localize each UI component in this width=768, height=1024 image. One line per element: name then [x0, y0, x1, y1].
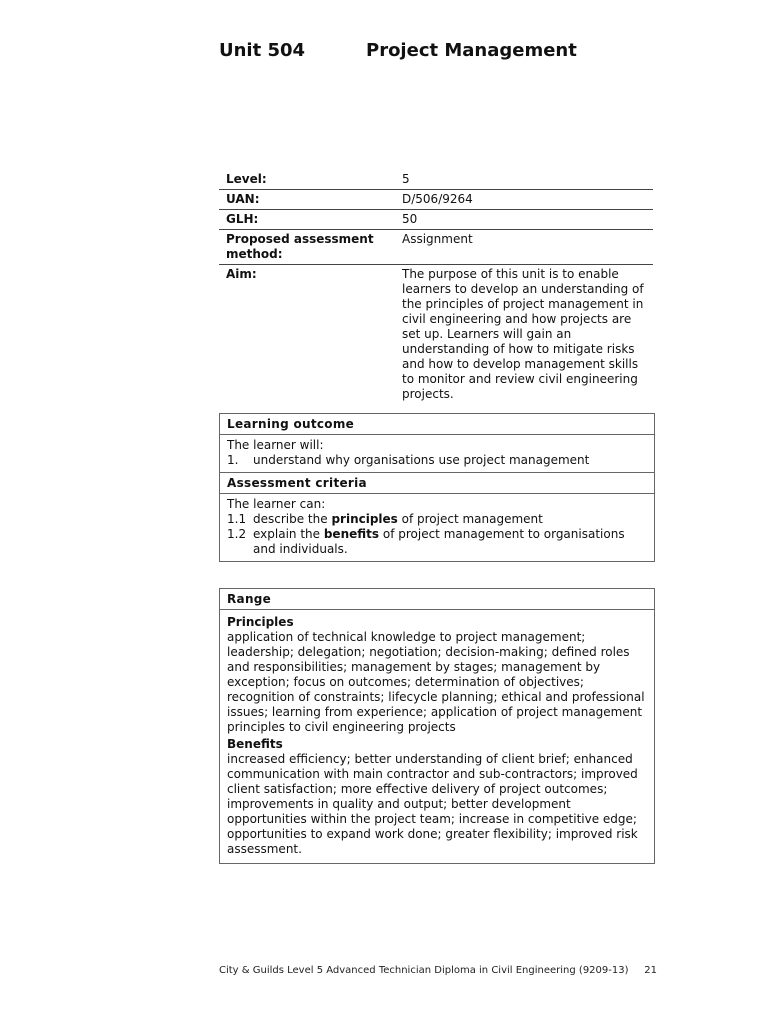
glh-label: GLH: — [226, 212, 259, 226]
range-heading: Range — [220, 589, 654, 610]
assessment-criteria-body — [220, 494, 654, 561]
unit-number: Unit 504 — [219, 40, 306, 61]
assessment-method-value: Assignment — [402, 232, 473, 246]
footer-qualification-text: City & Guilds Level 5 Advanced Technician Diploma in Civil Engineering (9209-13) — [219, 965, 629, 976]
benefits-text: increased efficiency; better understanding of client brief; enhanced communication with main contractor and sub-contractors; improved client satisfaction; more effective delivery of project outcomes; improvements in quality and output; better development opportunities within the project team; increase in competitive edge; opportunities to expand work done; greater flexibility; improved risk assessment. — [227, 752, 638, 856]
range-body — [220, 610, 654, 863]
criterion-item — [227, 512, 647, 527]
page-footer — [219, 965, 657, 976]
level-label: Level: — [226, 172, 267, 186]
unit-info-row-uan — [219, 190, 653, 210]
criterion-keyword: principles — [331, 512, 398, 526]
benefits-heading: Benefits — [227, 737, 283, 751]
learning-outcome-body — [220, 435, 654, 473]
unit-info-table — [219, 170, 653, 404]
unit-info-row-assessment — [219, 230, 653, 265]
glh-value: 50 — [402, 212, 418, 226]
page-heading — [219, 40, 577, 61]
learning-outcome-heading: Learning outcome — [220, 414, 654, 435]
unit-info-row-level — [219, 170, 653, 190]
aim-value: The purpose of this unit is to enable learners to develop an understanding of the principles of project management in civil engineering and how projects are set up. Learners will gain an understanding of how to mitigate risks and how to develop management skills to monitor and review civil engineering projects. — [402, 267, 644, 401]
criterion-item — [227, 527, 647, 557]
unit-info-row-aim — [219, 265, 653, 404]
page-number: 21 — [644, 965, 657, 976]
learning-outcome-box — [219, 413, 655, 562]
criterion-keyword: benefits — [323, 527, 380, 541]
criterion-number: 1.1 — [227, 512, 247, 526]
criterion-text: describe the principles of project management — [253, 512, 543, 526]
principles-text: application of technical knowledge to project management; leadership; delegation; negotiation; decision-making; defined roles and responsibilities; management by stages; management by exception; focus on outcomes; determination of objectives; recognition of constraints; lifecycle planning; ethical and professional issues; learning from experience; application of project management principles to civil engineering projects — [227, 630, 645, 734]
unit-info-row-glh — [219, 210, 653, 230]
unit-title: Project Management — [366, 40, 577, 61]
criterion-number: 1.2 — [227, 527, 247, 541]
uan-label: UAN: — [226, 192, 260, 206]
learner-can-intro: The learner can: — [227, 497, 326, 511]
outcome-text: understand why organisations use project management — [253, 453, 590, 467]
assessment-method-label: Proposed assessment method: — [226, 232, 374, 261]
range-box — [219, 588, 655, 864]
level-value: 5 — [402, 172, 410, 186]
uan-value: D/506/9264 — [402, 192, 473, 206]
assessment-criteria-heading: Assessment criteria — [220, 473, 654, 494]
outcome-item — [227, 453, 647, 468]
aim-label: Aim: — [226, 267, 257, 281]
principles-heading: Principles — [227, 615, 294, 629]
outcome-number: 1. — [227, 453, 239, 467]
learner-will-intro: The learner will: — [227, 438, 324, 452]
criterion-text: explain the benefits of project management to organisations and individuals. — [253, 527, 625, 556]
